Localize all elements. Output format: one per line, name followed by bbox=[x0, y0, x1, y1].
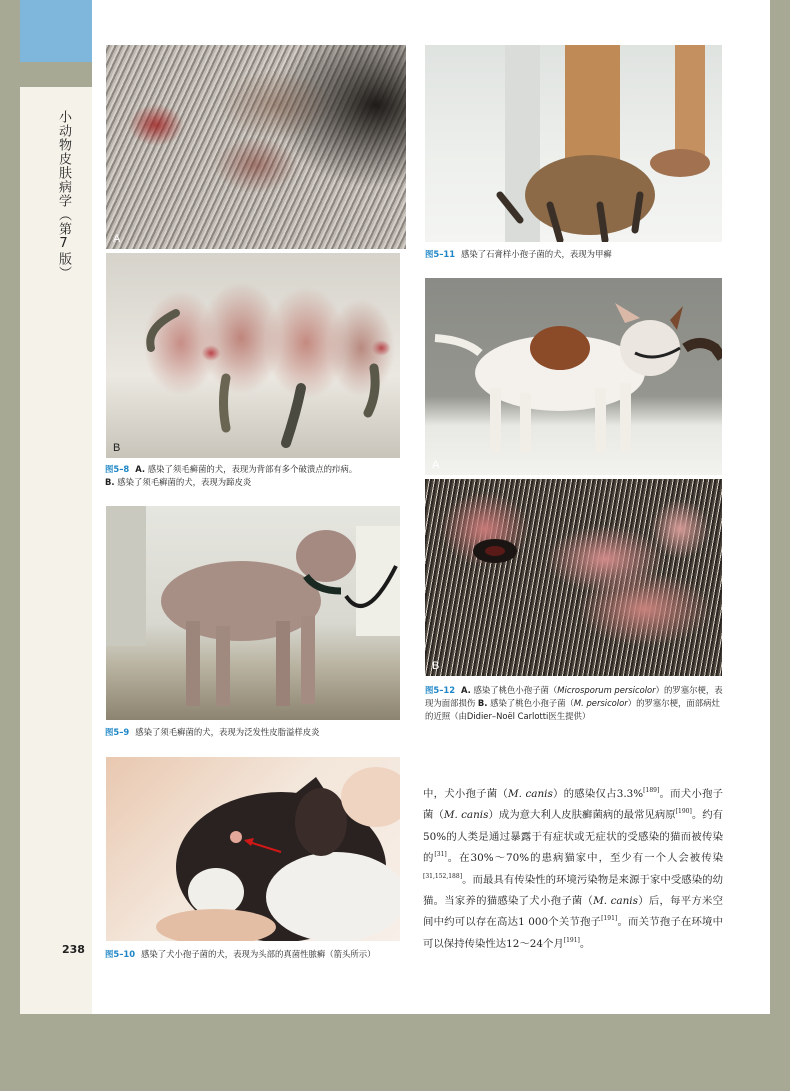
caption-text: 感染了犬小孢子菌的犬，表现为头部的真菌性脓癣（箭头所示） bbox=[141, 949, 376, 959]
figure-label: 图5–9 bbox=[105, 727, 130, 737]
body-text: 。约有50%的人类是通过暴露于有症状或无症状的受感染的猫而被传染的 bbox=[423, 809, 724, 865]
figure-label: 图5–12 bbox=[425, 685, 456, 695]
body-paragraph bbox=[423, 784, 723, 955]
body-text: ）的感染仅占3.3% bbox=[552, 788, 644, 800]
fig5-11-photo bbox=[425, 45, 722, 242]
panel-tag-a: A bbox=[113, 233, 121, 245]
species-name: M. canis bbox=[593, 895, 638, 908]
page-number: 238 bbox=[62, 943, 85, 956]
citation: [190] bbox=[675, 808, 692, 816]
caption-text: ）的罗塞尔梗，面部病灶的近照（由Didier–Noël Carlotti医生提供） bbox=[425, 698, 720, 721]
species-name: M. canis bbox=[507, 788, 553, 800]
figure-label: 图5–11 bbox=[425, 249, 456, 259]
caption-text: ）的罗塞尔梗，表现为面部损伤 bbox=[425, 685, 723, 708]
species-name: M. canis bbox=[443, 809, 489, 822]
caption-prefix: B. bbox=[105, 477, 115, 487]
fig5-10-caption bbox=[105, 948, 415, 961]
fig5-12-caption bbox=[425, 684, 725, 723]
fig5-12a-photo bbox=[425, 278, 722, 475]
fig5-10-photo bbox=[106, 757, 400, 941]
eye-closeup bbox=[425, 479, 722, 676]
body-text: 。而犬小孢子菌（ bbox=[423, 788, 724, 822]
caption-text: 感染了桃色小孢子菌（ bbox=[473, 685, 558, 695]
caption-prefix: A. bbox=[135, 464, 146, 474]
fig5-11-caption bbox=[425, 248, 725, 261]
panel-tag-a: A bbox=[432, 459, 440, 471]
body-text: 中，犬小孢子菌（ bbox=[423, 788, 508, 800]
citation: [191] bbox=[563, 936, 580, 944]
caption-text: 感染了须毛癣菌的犬，表现为背部有多个破溃点的疖病。 bbox=[147, 464, 358, 474]
claws bbox=[106, 253, 400, 458]
caption-text: 感染了桃色小孢子菌（ bbox=[490, 698, 574, 708]
side-divider-block bbox=[20, 62, 92, 87]
side-color-block bbox=[20, 0, 92, 62]
fig5-8a-photo bbox=[106, 45, 406, 249]
caption-text: 感染了石膏样小孢子菌的犬，表现为甲癣 bbox=[461, 249, 612, 259]
fig5-8b-photo bbox=[106, 253, 400, 458]
dog-head bbox=[106, 757, 400, 941]
species-name: M. persicolor bbox=[573, 698, 628, 708]
caption-text: 感染了须毛癣菌的犬，表现为蹄皮炎 bbox=[117, 477, 252, 487]
citation: [191] bbox=[601, 915, 618, 923]
panel-tag-b: B bbox=[432, 660, 440, 672]
caption-prefix: A. bbox=[461, 685, 471, 695]
body-text: 。 bbox=[579, 937, 591, 950]
fig5-8-caption bbox=[105, 463, 405, 489]
body-text: ）成为意大利人皮肤癣菌病的最常见病原 bbox=[488, 809, 676, 822]
book-title: 小动物皮肤病学（第7版） bbox=[56, 110, 71, 280]
citation: [189] bbox=[643, 787, 660, 794]
dog-figure bbox=[425, 278, 722, 475]
panel-tag-b: B bbox=[113, 442, 121, 454]
caption-text: 感染了须毛癣菌的犬，表现为泛发性皮脂溢样皮炎 bbox=[135, 727, 320, 737]
fig5-9-photo bbox=[106, 506, 400, 720]
paws bbox=[425, 45, 722, 242]
figure-label: 图5–8 bbox=[105, 464, 130, 474]
citation: [31,152,188] bbox=[423, 872, 463, 880]
figure-label: 图5–10 bbox=[105, 949, 136, 959]
fig5-9-caption bbox=[105, 726, 405, 739]
species-name: Microsporum persicolor bbox=[557, 685, 656, 695]
fig5-12b-photo bbox=[425, 479, 722, 676]
caption-prefix: B. bbox=[477, 698, 488, 708]
body-text: ）后，每平方米空间中约可以存在高达1 000个关节孢子 bbox=[423, 895, 724, 929]
citation: [31] bbox=[434, 851, 447, 859]
dog-figure bbox=[106, 506, 400, 720]
body-text: 。而最具有传染性的环境污染物是来源于家中受感染的幼猫。当家养的猫感染了犬小孢子菌（ bbox=[423, 873, 723, 908]
body-text: 。在30%～70%的患病猫家中，至少有一个人会被传染 bbox=[446, 852, 724, 865]
body-text: 。而关节孢子在环境中可以保持传染性达12～24个月 bbox=[423, 916, 724, 950]
